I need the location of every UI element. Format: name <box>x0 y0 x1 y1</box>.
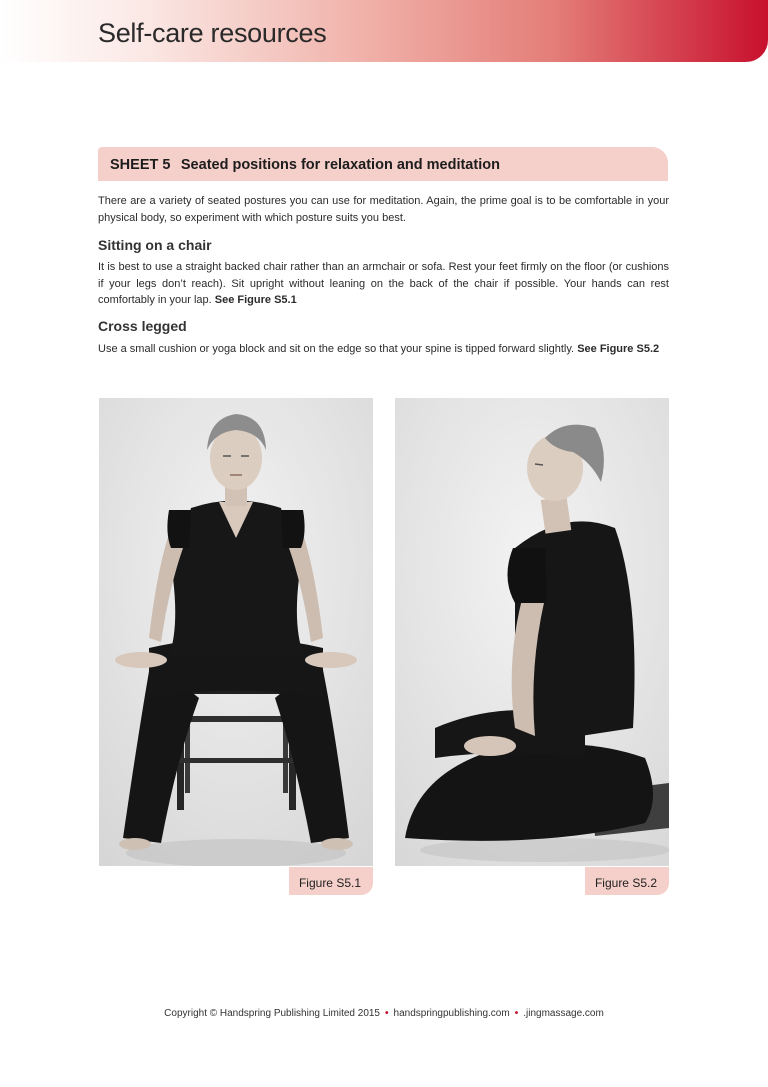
section-text-chair <box>98 259 669 309</box>
figure-s5-1-caption: Figure S5.1 <box>289 867 373 895</box>
footer-separator-dot: • <box>514 1008 519 1019</box>
section-text-cross-legged <box>98 341 669 358</box>
figure-s5-2-photo <box>395 398 669 866</box>
section-body-cross-legged: Use a small cushion or yoga block and sit on the edge so that your spine is tipped forward slightly. <box>98 343 575 355</box>
figure-reference-s5-1: See Figure S5.1 <box>214 294 297 306</box>
page-footer <box>0 1008 768 1019</box>
section-heading-cross-legged: Cross legged <box>98 318 187 334</box>
section-heading-chair: Sitting on a chair <box>98 237 212 253</box>
sheet-title-bar <box>98 147 668 181</box>
figure-s5-2-caption: Figure S5.2 <box>585 867 669 895</box>
footer-link-jingmassage[interactable]: .jingmassage.com <box>523 1008 604 1019</box>
footer-separator-dot: • <box>385 1008 389 1019</box>
page-header-title: Self-care resources <box>98 18 327 48</box>
sheet-number: SHEET 5 <box>110 157 171 173</box>
section-body-chair: It is best to use a straight backed chair rather than an armchair or sofa. Rest your feet firmly on the floor (or cushions if your legs don’t reach). Sit upright without leaning on the back of the chair if possible. Your hands can rest comfortably in your lap. <box>98 261 669 306</box>
figure-s5-1-photo <box>99 398 373 866</box>
intro-paragraph: There are a variety of seated postures you can use for meditation. Again, the prime goal is to be comfortable in your physical body, so experiment with which posture suits you best. <box>98 195 669 224</box>
figure-reference-s5-2: See Figure S5.2 <box>577 343 660 355</box>
footer-link-handspring[interactable]: handspringpublishing.com <box>393 1008 510 1019</box>
sheet-title: Seated positions for relaxation and meditation <box>180 157 500 173</box>
footer-copyright: Copyright © Handspring Publishing Limited 2015 <box>164 1008 380 1019</box>
